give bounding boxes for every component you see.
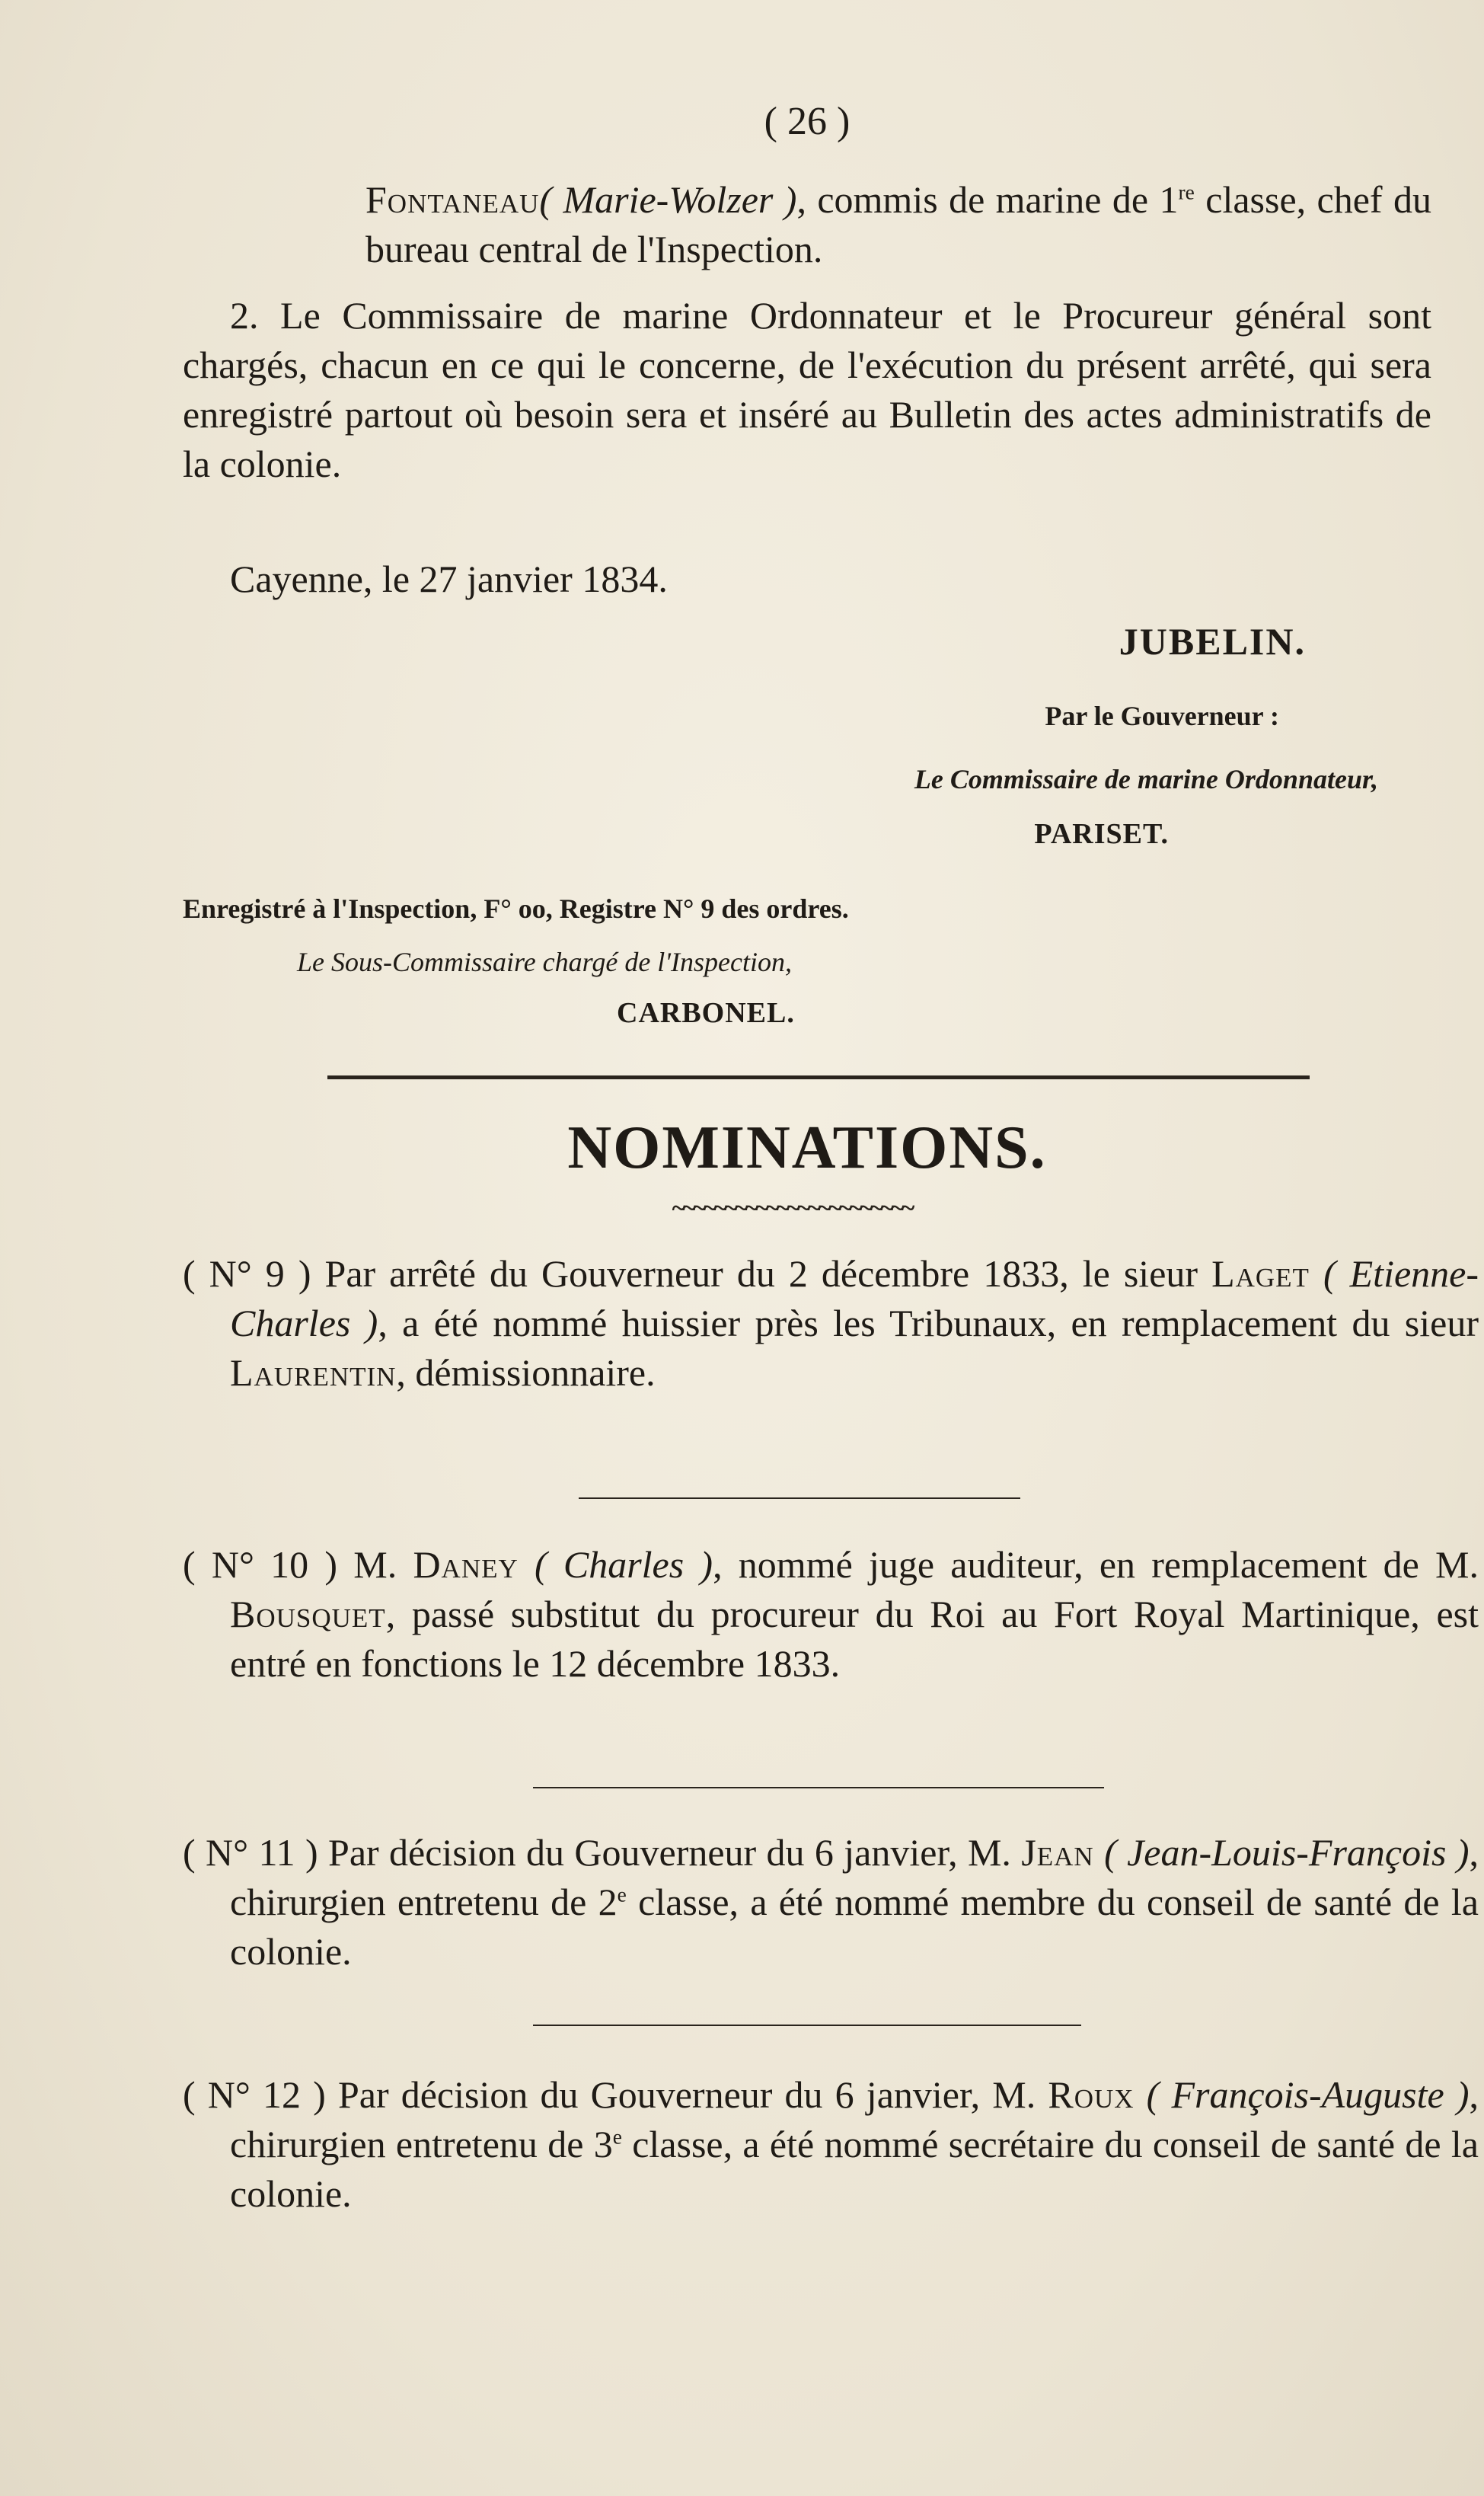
text: Par arrêté du Gouverneur du 2 décembre 1833, le sieur (311, 1252, 1212, 1295)
forenames: ( Jean-Louis-François ) (1093, 1831, 1470, 1874)
text: , chirurgien entretenu de 3 (230, 2073, 1479, 2165)
nomination-number: ( N° 12 ) (183, 2073, 326, 2116)
text: , démissionnaire. (396, 1351, 656, 1394)
forenames: ( François-Auguste ) (1134, 2073, 1470, 2116)
signature-jubelin: JUBELIN. (1119, 620, 1306, 663)
forenames: ( Etienne-Charles ) (230, 1252, 1479, 1344)
surname: Bousquet (230, 1593, 386, 1635)
superscript: e (612, 2124, 622, 2149)
par-le-gouverneur: Par le Gouverneur : (1045, 701, 1279, 731)
nomination-number: ( N° 9 ) (183, 1252, 311, 1295)
title-ornament: ~~~~~~~~~~~~~~~~~~~~~~~ (672, 1196, 912, 1222)
surname: Laget (1211, 1252, 1310, 1295)
text: classe, chef du bureau central de l'Inspection. (365, 178, 1431, 270)
section-divider (327, 1075, 1310, 1079)
forenames: ( Charles ) (518, 1543, 713, 1586)
sous-commissaire-name: CARBONEL. (617, 997, 795, 1029)
text: classe, a été nommé secrétaire du conseil de santé de la colonie. (230, 2123, 1479, 2215)
article-2: 2. Le Commissaire de marine Ordonnateur et le Procureur général sont chargés, chacun en ce qui le concerne, de l'exécution du présent arrêté, qui sera enregistré partout où besoin sera et inséré au Bulletin des actes administratifs de la colonie. (183, 294, 1431, 485)
text: Par décision du Gouverneur du 6 janvier, M. (318, 1831, 1022, 1874)
commissaire-name: PARISET. (1034, 818, 1169, 850)
fontaneau-entry (183, 175, 1431, 274)
divider-rule (579, 1497, 1020, 1499)
commissaire-title: Le Commissaire de marine Ordonnateur, (914, 764, 1378, 794)
nomination-number: ( N° 11 ) (183, 1831, 318, 1874)
superscript: e (617, 1882, 627, 1906)
text: , commis de marine de 1 (796, 178, 1179, 221)
sous-commissaire-title: Le Sous-Commissaire chargé de l'Inspection, (297, 947, 792, 977)
text: M. (337, 1543, 413, 1586)
forenames: ( Marie-Wolzer ) (539, 178, 797, 221)
text: , chirurgien entretenu de 2 (230, 1831, 1479, 1923)
text: , passé substitut du procureur du Roi au Fort Royal Martinique, est entré en fonctions le 12 décembre 1833. (230, 1593, 1479, 1685)
text: Par décision du Gouverneur du 6 janvier, M. (325, 2073, 1048, 2116)
surname: Laurentin (230, 1351, 397, 1394)
enregistre-line: Enregistré à l'Inspection, F° oo, Registre N° 9 des ordres. (183, 893, 849, 924)
page-number: ( 26 ) (764, 100, 851, 143)
surname: Roux (1048, 2073, 1135, 2116)
surname: Jean (1021, 1831, 1094, 1874)
superscript: re (1178, 180, 1195, 204)
nomination-10 (183, 1540, 1479, 1689)
date-line: Cayenne, le 27 janvier 1834. (230, 558, 668, 600)
divider-rule (533, 1787, 1104, 1788)
text: classe, a été nommé membre du conseil de santé de la colonie. (230, 1881, 1479, 1973)
nomination-number: ( N° 10 ) (183, 1543, 338, 1586)
nomination-12 (183, 2070, 1479, 2219)
text: , nommé juge auditeur, en remplacement de M. (713, 1543, 1479, 1586)
text: , a été nommé huissier près les Tribunaux, en remplacement du sieur (378, 1302, 1479, 1344)
nomination-11 (183, 1828, 1479, 1977)
surname: Fontaneau (365, 178, 540, 221)
divider-rule (533, 2025, 1081, 2026)
surname: Daney (413, 1543, 519, 1586)
nomination-9 (183, 1249, 1479, 1398)
section-title: NOMINATIONS. (567, 1114, 1047, 1181)
